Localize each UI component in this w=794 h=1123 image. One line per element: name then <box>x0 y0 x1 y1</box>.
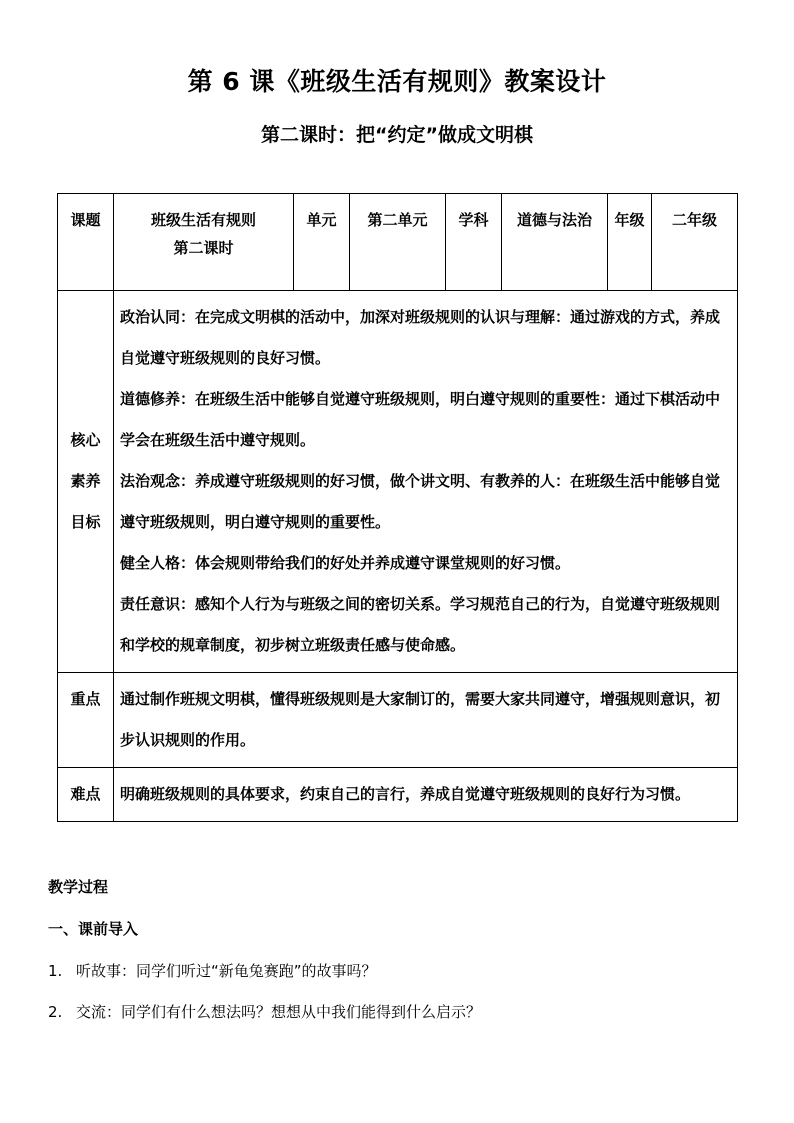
grade-value: 二年级 <box>652 194 738 291</box>
goal-moral: 道德修养：在班级生活中能够自觉遵守班级规则，明白遵守规则的重要性：通过下棋活动中学会在班级生活中遵守规则。 <box>120 390 721 449</box>
course-label: 课题 <box>58 194 114 291</box>
difficulties-row <box>58 768 738 822</box>
step-number: 2. <box>48 1003 63 1021</box>
goal-responsibility: 责任意识：感知个人行为与班级之间的密切关系。学习规范自己的行为，自觉遵守班级规则和学校的规章制度，初步树立班级责任感与使命感。 <box>120 595 721 654</box>
process-step <box>48 1001 481 1022</box>
unit-value: 第二单元 <box>350 194 446 291</box>
subject-value: 道德与法治 <box>502 194 608 291</box>
difficulties-label: 难点 <box>58 768 114 822</box>
document-subtitle: 第二课时：把“约定”做成文明棋 <box>261 124 533 146</box>
process-heading: 教学过程 <box>48 878 109 896</box>
process-step <box>48 960 377 981</box>
step-text: 听故事：同学们听过“新龟兔赛跑”的故事吗？ <box>76 962 377 980</box>
goals-row <box>58 291 738 673</box>
table-header-row <box>58 194 738 291</box>
step-text: 交流：同学们有什么想法吗？想想从中我们能得到什么启示？ <box>76 1003 482 1021</box>
goal-political: 政治认同：在完成文明棋的活动中，加深对班级规则的认识与理解：通过游戏的方式，养成自觉遵守班级规则的良好习惯。 <box>120 308 721 367</box>
key-points-label: 重点 <box>58 673 114 768</box>
course-value <box>114 194 294 291</box>
key-points-row <box>58 673 738 768</box>
course-period: 第二课时 <box>173 239 234 257</box>
document-title: 第 6 课《班级生活有规则》教案设计 <box>187 67 607 96</box>
step-number: 1. <box>48 962 63 980</box>
course-name: 班级生活有规则 <box>150 211 256 229</box>
goals-content <box>114 291 738 673</box>
section-intro-heading: 一、课前导入 <box>48 920 139 938</box>
lesson-plan-table <box>57 193 738 822</box>
unit-label: 单元 <box>294 194 350 291</box>
key-points-text: 通过制作班规文明棋，懂得班级规则是大家制订的，需要大家共同遵守，增强规则意识，初步认识规则的作用。 <box>114 673 738 768</box>
goals-label: 核心 素养 目标 <box>58 291 114 673</box>
goal-law: 法治观念：养成遵守班级规则的好习惯，做个讲文明、有教养的人：在班级生活中能够自觉遵守班级规则，明白遵守规则的重要性。 <box>120 472 721 531</box>
goal-personality: 健全人格：体会规则带给我们的好处并养成遵守课堂规则的好习惯。 <box>120 554 571 572</box>
subject-label: 学科 <box>446 194 502 291</box>
difficulties-text: 明确班级规则的具体要求，约束自己的言行，养成自觉遵守班级规则的良好行为习惯。 <box>114 768 738 822</box>
grade-label: 年级 <box>608 194 652 291</box>
